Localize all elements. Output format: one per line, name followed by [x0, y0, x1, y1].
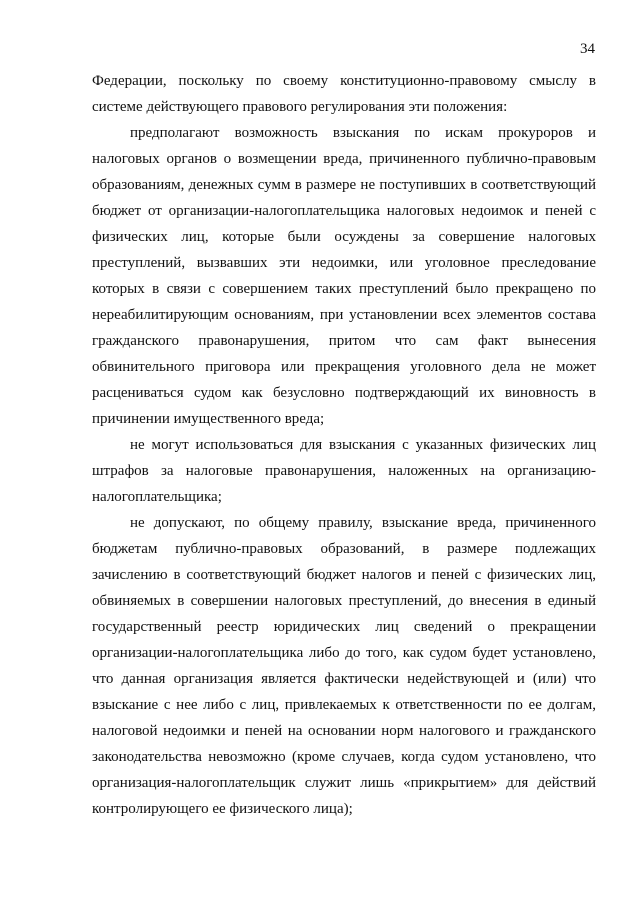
paragraph-3: не могут использоваться для взыскания с указанных физических лиц штрафов за налоговые правонарушения, наложенных на организацию-налогоплательщика; — [92, 437, 596, 505]
document-body — [92, 68, 596, 822]
paragraph-4: не допускают, по общему правилу, взыскание вреда, причиненного бюджетам публично-правовых образований, в размере подлежащих зачислению в соответствующий бюджет налогов и пеней с физических лиц, обвиняемых в совершении налоговых преступлений, до внесения в единый государственный реестр юридических лиц сведений о прекращении организации-налогоплательщика либо до того, как судом будет установлено, что данная организация является фактически недействующей и (или) что взыскание с нее либо с лиц, привлекаемых к ответственности по ее долгам, налоговой недоимки и пеней на основании норм налогового и гражданского законодательства невозможно (кроме случаев, когда судом установлено, что организация-налогоплательщик служит лишь «прикрытием» для действий контролирующего ее физического лица); — [92, 515, 596, 817]
paragraph-2: предполагают возможность взыскания по искам прокуроров и налоговых органов о возмещении вреда, причиненного публично-правовым образованиям, денежных сумм в размере не поступивших в соответствующий бюджет от организации-налогоплательщика налоговых недоимок и пеней с физических лиц, которые были осуждены за совершение налоговых преступлений, вызвавших эти недоимки, или уголовное преследование которых в связи с совершением таких преступлений было прекращено по нереабилитирующим основаниям, при установлении всех элементов состава гражданского правонарушения, притом что сам факт вынесения обвинительного приговора или прекращения уголовного дела не может расцениваться судом как безусловно подтверждающий их виновность в причинении имущественного вреда; — [92, 125, 596, 427]
paragraph-1: Федерации, поскольку по своему конституционно-правовому смыслу в системе действующего правового регулирования эти положения: — [92, 73, 596, 115]
page-number: 34 — [580, 41, 595, 57]
